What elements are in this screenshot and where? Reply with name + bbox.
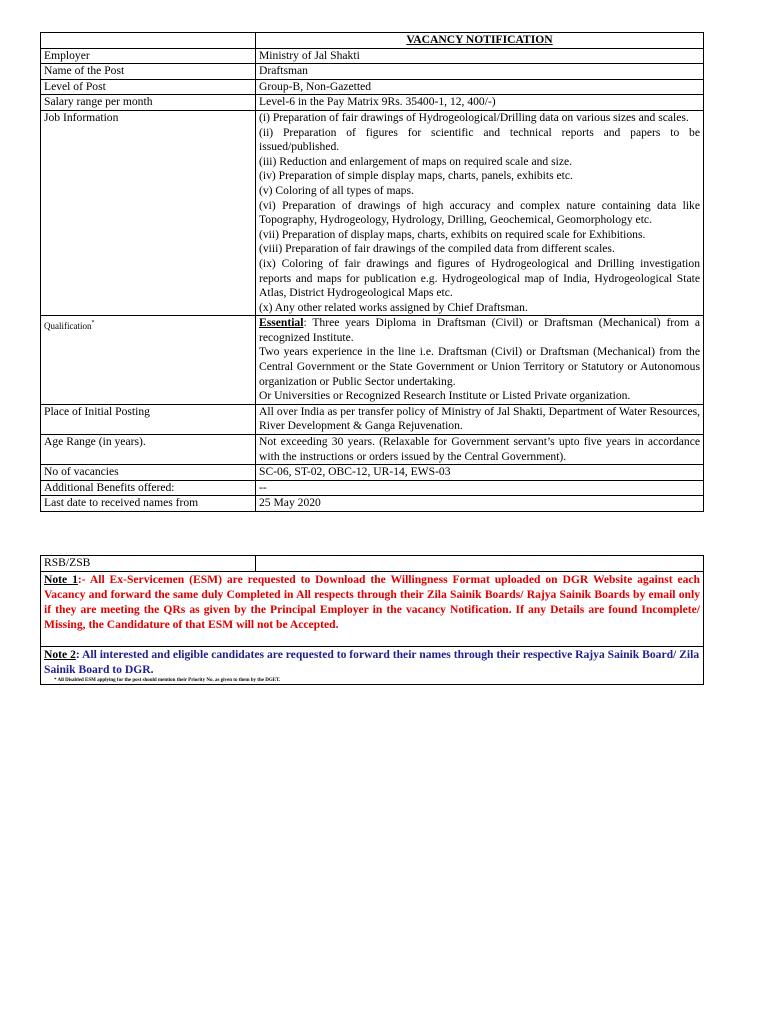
row-label: Last date to received names from (41, 496, 256, 512)
note-2-text: : All interested and eligible candidates are requested to forward their names through their respective Rajya Sainik Board/ Zila Sainik Board to DGR. (44, 647, 700, 676)
footnote: * All Disabled ESM applying for the post should mention their Priority No. as given to them by the DGET. (54, 677, 281, 683)
page (40, 32, 704, 685)
row-value: Ministry of Jal Shakti (256, 48, 704, 64)
job-information-row (41, 110, 704, 315)
job-item: (ii) Preparation of figures for scientific and technical reports and papers to be issued/published. (259, 125, 700, 154)
table-row (41, 48, 704, 64)
note-1-label: Note 1 (44, 572, 78, 586)
row-label (41, 316, 256, 405)
essential-qualification (259, 316, 700, 345)
row-value: All over India as per transfer policy of Ministry of Jal Shakti, Department of Water Resources, River Development & Ganga Rejuvenation. (256, 404, 704, 434)
row-label: Job Information (41, 110, 256, 315)
experience-text: Two years experience in the line i.e. Draftsman (Civil) or Draftsman (Mechanical) from the Central Government or the State Government or Union Territory or Statutory or Autonomous organization or Public Sector undertaking. (259, 345, 700, 388)
notes-header: RSB/ZSB (41, 556, 256, 572)
document-title: VACANCY NOTIFICATION (256, 33, 704, 49)
table-row (41, 95, 704, 111)
notes-header-blank (256, 556, 704, 572)
note1-row (41, 571, 704, 646)
row-value: Draftsman (256, 64, 704, 80)
title-row (41, 33, 704, 49)
job-item: (ix) Coloring of fair drawings and figures of Hydrogeological and Drilling investigation reports and maps for publication e.g. Hydrogeological map of India, Hydrogeological State Atlas, District Hydrogeological Maps etc. (259, 256, 700, 300)
job-information-list (256, 110, 704, 315)
row-label: No of vacancies (41, 465, 256, 481)
table-row (41, 435, 704, 465)
row-value: Level-6 in the Pay Matrix 9Rs. 35400-1, 12, 400/-) (256, 95, 704, 111)
job-item: (vii) Preparation of display maps, charts, exhibits on required scale for Exhibitions. (259, 227, 646, 241)
row-value: SC-06, ST-02, OBC-12, UR-14, EWS-03 (256, 465, 704, 481)
row-value: 25 May 2020 (256, 496, 704, 512)
table-row (41, 465, 704, 481)
row-label: Salary range per month (41, 95, 256, 111)
table-row (41, 404, 704, 434)
row-label: Additional Benefits offered: (41, 480, 256, 496)
job-item: (iv) Preparation of simple display maps, charts, panels, exhibits etc. (259, 169, 573, 183)
job-item: (v) Coloring of all types of maps. (259, 183, 414, 197)
notes-table (40, 555, 704, 685)
qualification-details (256, 316, 704, 405)
table-row (41, 480, 704, 496)
job-item: (iii) Reduction and enlargement of maps on required scale and size. (259, 154, 573, 168)
row-value: Not exceeding 30 years. (Relaxable for Government servant’s upto five years in accordance with the instructions or orders issued by the Central Government). (256, 435, 704, 465)
qualification-label: Qualification (44, 321, 92, 332)
row-label: Employer (41, 48, 256, 64)
table-row (41, 64, 704, 80)
table-row (41, 496, 704, 512)
job-item: (x) Any other related works assigned by Chief Draftsman. (259, 300, 528, 314)
row-label: Level of Post (41, 79, 256, 95)
row-label: Age Range (in years). (41, 435, 256, 465)
job-item: (vi) Preparation of drawings of high accuracy and complex nature containing data like Topography, Hydrogeology, Hydrology, Drilling, Geochemical, Geomorphology etc. (259, 198, 700, 227)
note-2 (41, 646, 704, 684)
note-1 (41, 571, 704, 646)
vacancy-table (40, 32, 704, 512)
essential-text: : Three years Diploma in Draftsman (Civil) or Draftsman (Mechanical) from a recognized Institute. (259, 316, 700, 344)
job-item: (i) Preparation of fair drawings of Hydrogeological/Drilling data on various sizes and scales. (259, 110, 689, 124)
job-item: (viii) Preparation of fair drawings of the compiled data from different scales. (259, 242, 615, 256)
or-text: Or Universities or Recognized Research Institute or Listed Private organization. (259, 389, 631, 403)
table-row (41, 79, 704, 95)
note-1-text: :- All Ex-Servicemen (ESM) are requested to Download the Willingness Format uploaded on DGR Website against each Vacancy and forward the same duly Completed in All respects through their Zila Sainik Boards/ Rajya Sainik Boards by email only if they are meeting the QRs as given by the Principal Employer in the vacancy Notification. If any Details are found Incomplete/ Missing, the Candidature of that ESM will not be Accepted. (44, 572, 700, 631)
row-label: Name of the Post (41, 64, 256, 80)
qualification-row (41, 316, 704, 405)
footnote-mark: * (91, 320, 95, 327)
row-value: -- (256, 480, 704, 496)
row-label: Place of Initial Posting (41, 404, 256, 434)
note-2-label: Note 2 (44, 647, 76, 661)
row-value: Group-B, Non-Gazetted (256, 79, 704, 95)
essential-label: Essential (259, 316, 304, 330)
title-blank-cell (41, 33, 256, 49)
note2-row (41, 646, 704, 684)
notes-header-row (41, 556, 704, 572)
